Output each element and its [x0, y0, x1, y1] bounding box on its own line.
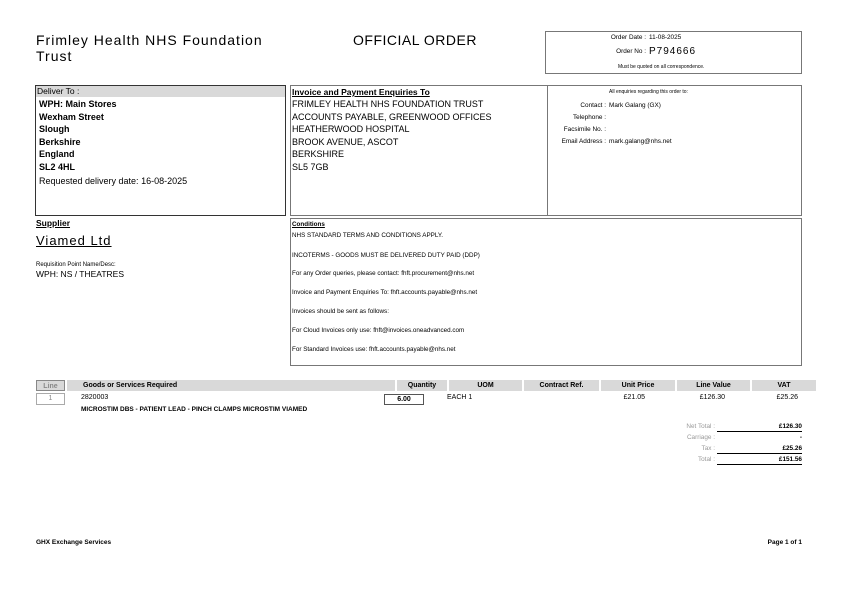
contact-value: Mark Galang (GX) — [609, 102, 661, 109]
table-header — [36, 380, 816, 391]
row-line-number: 1 — [36, 393, 65, 405]
requisition-value: WPH: NS / THEATRES — [36, 269, 125, 279]
condition-line: For Standard Invoices use: fhft.accounts.payable@nhs.net — [292, 346, 456, 353]
table-row — [36, 393, 816, 415]
deliver-line: Wexham Street — [39, 111, 104, 122]
org-name-line2: Trust — [36, 48, 73, 64]
column-header-unit-price: Unit Price — [601, 380, 675, 391]
condition-line: For any Order queries, please contact: fhft.procurement@nhs.net — [292, 270, 475, 277]
invoice-box — [290, 85, 802, 216]
deliver-line: SL2 4HL — [39, 161, 76, 172]
column-header-line-value: Line Value — [677, 380, 750, 391]
condition-line: Invoices should be sent as follows: — [292, 308, 389, 315]
condition-line: NHS STANDARD TERMS AND CONDITIONS APPLY. — [292, 232, 444, 239]
tax-value: £25.26 — [782, 445, 802, 452]
invoice-line: BROOK AVENUE, ASCOT — [292, 136, 399, 147]
enquiries-heading: All enquiries regarding this order to: — [609, 89, 688, 95]
deliver-line: Slough — [39, 124, 70, 134]
invoice-heading: Invoice and Payment Enquiries To — [292, 87, 430, 97]
row-uom: EACH 1 — [447, 394, 473, 401]
row-description: MICROSTIM DBS - PATIENT LEAD - PINCH CLAMPS MICROSTIM VIAMED — [81, 406, 308, 413]
order-no-label: Order No : — [616, 48, 646, 55]
condition-line: For Cloud Invoices only use: fhft@invoices.oneadvanced.com — [292, 327, 465, 334]
page-number: Page 1 of 1 — [767, 539, 802, 546]
divider — [717, 431, 802, 432]
order-date: 11-08-2025 — [649, 34, 682, 41]
column-header-contract: Contract Ref. — [524, 380, 599, 391]
divider — [547, 86, 548, 215]
order-note: Must be quoted on all correspondence. — [618, 64, 705, 70]
email-value: mark.galang@nhs.net — [609, 138, 672, 145]
total-label: Total : — [697, 456, 715, 463]
order-info-box — [545, 31, 802, 74]
row-quantity: 6.00 — [384, 394, 424, 405]
deliver-line: Berkshire — [39, 136, 81, 147]
condition-line: Invoice and Payment Enquiries To: fhft.accounts.payable@nhs.net — [292, 289, 478, 296]
org-name-line1: Frimley Health NHS Foundation — [36, 32, 263, 48]
deliver-line: WPH: Main Stores — [39, 99, 117, 109]
row-code: 2820003 — [81, 394, 109, 401]
deliver-line: England — [39, 149, 75, 159]
column-header-quantity: Quantity — [397, 380, 447, 391]
requisition-label: Requisition Point Name/Desc: — [36, 262, 116, 268]
contact-label: Contact : — [580, 102, 606, 109]
invoice-line: ACCOUNTS PAYABLE, GREENWOOD OFFICES — [292, 111, 492, 122]
order-date-label: Order Date : — [610, 34, 646, 41]
deliver-to-box — [35, 85, 286, 216]
tax-label: Tax : — [701, 445, 715, 452]
requested-delivery-date: Requested delivery date: 16-08-2025 — [39, 176, 188, 186]
telephone-label: Telephone : — [572, 114, 606, 121]
net-total-value: £126.30 — [778, 423, 802, 430]
fax-label: Facsimile No. : — [563, 126, 606, 133]
supplier-name: Viamed Ltd — [36, 233, 112, 248]
divider — [717, 453, 802, 454]
net-total-label: Net Total : — [686, 423, 715, 430]
invoice-line: BERKSHIRE — [292, 149, 345, 159]
order-number: P794666 — [649, 46, 697, 57]
column-header-uom: UOM — [449, 380, 522, 391]
supplier-heading: Supplier — [36, 218, 71, 228]
column-header-line: Line — [36, 380, 65, 391]
column-header-vat: VAT — [752, 380, 816, 391]
carriage-label: Carriage : — [686, 434, 715, 441]
invoice-line: SL5 7GB — [292, 161, 329, 172]
footer-left: GHX Exchange Services — [36, 539, 112, 546]
invoice-line: HEATHERWOOD HOSPITAL — [292, 124, 410, 134]
row-line-value: £126.30 — [699, 394, 725, 401]
conditions-heading: Conditions — [292, 221, 325, 228]
column-header-goods: Goods or Services Required — [67, 380, 395, 391]
condition-line: INCOTERMS - GOODS MUST BE DELIVERED DUTY PAID (DDP) — [292, 252, 480, 259]
row-vat: £25.26 — [776, 394, 798, 401]
carriage-value: - — [799, 434, 802, 441]
row-unit-price: £21.05 — [623, 394, 645, 401]
total-value: £151.56 — [778, 456, 802, 463]
divider — [717, 464, 802, 465]
deliver-to-heading: Deliver To : — [36, 86, 285, 97]
doc-title: OFFICIAL ORDER — [353, 32, 477, 48]
invoice-line: FRIMLEY HEALTH NHS FOUNDATION TRUST — [292, 99, 484, 109]
email-label: Email Address : — [561, 138, 606, 145]
conditions-box — [290, 218, 802, 366]
